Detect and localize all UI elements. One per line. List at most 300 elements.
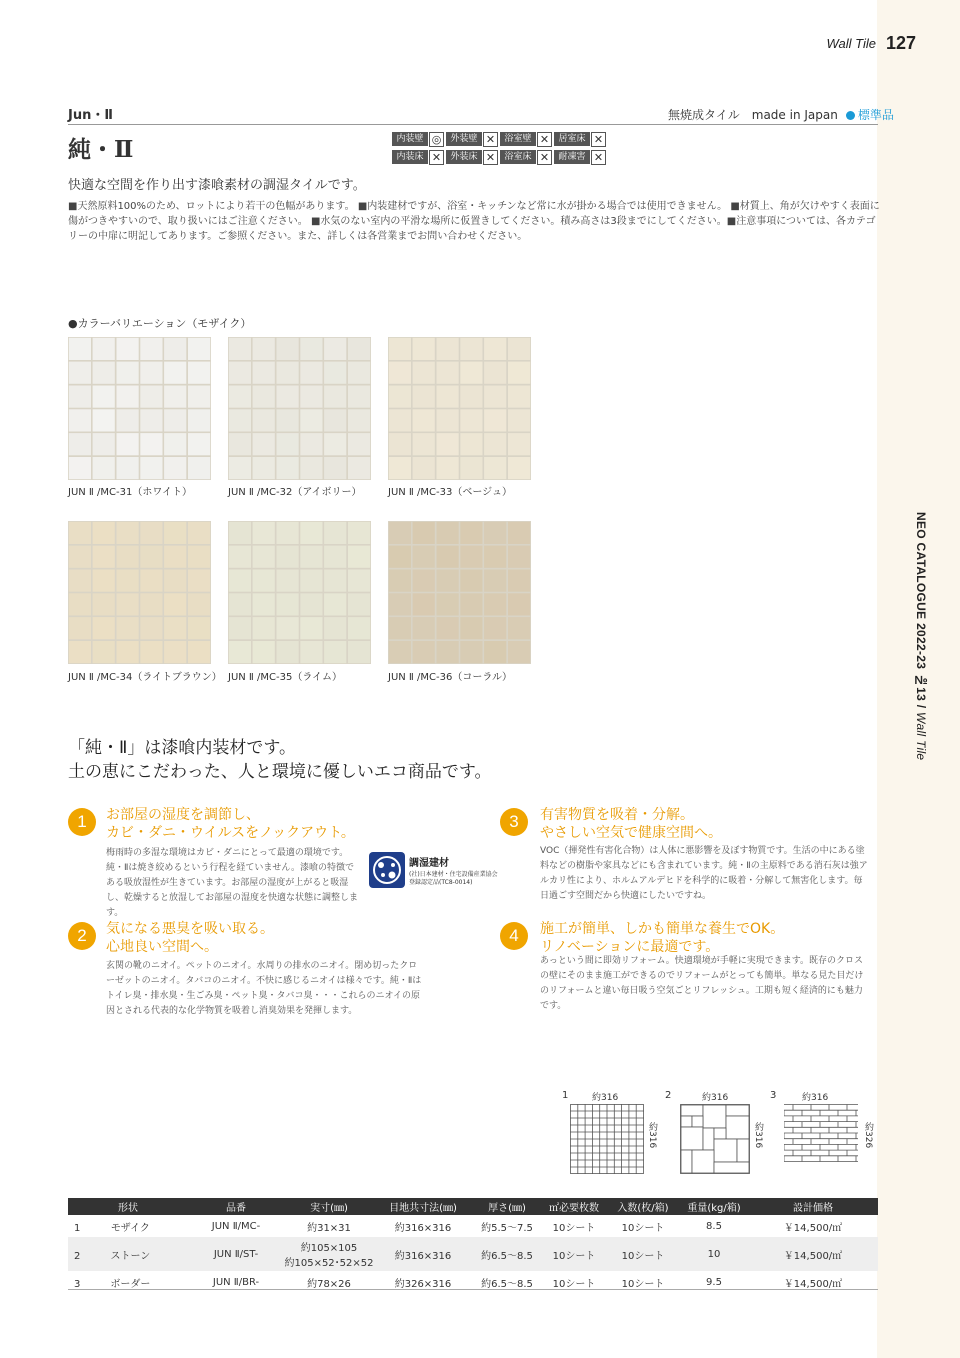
mosaic-tile xyxy=(69,617,91,639)
mosaic-tile xyxy=(117,386,139,408)
mosaic-tile xyxy=(277,409,299,431)
swatch-label: JUN Ⅱ /MC-33（ベージュ） xyxy=(388,487,512,498)
mosaic-tile xyxy=(508,433,530,455)
table-header-row xyxy=(68,1198,878,1215)
feature-title xyxy=(106,806,355,842)
swatch-image xyxy=(228,521,371,664)
usage-cell xyxy=(500,149,554,165)
mosaic-tile xyxy=(389,617,411,639)
swatch-label: JUN Ⅱ /MC-31（ホワイト） xyxy=(68,487,193,498)
mosaic-tile xyxy=(69,593,91,615)
feature-title-line: リノベーションに最適です。 xyxy=(540,939,720,955)
mosaic-tile xyxy=(164,570,186,592)
feature-body: 玄関の靴のニオイ。ペットのニオイ。水周りの排水のニオイ。閉め切ったクローゼットのニオイ。タバコのニオイ。不快に感じるニオイは様々です。純・Ⅱはトイレ臭・排水臭・生ごみ臭・ペット臭・タバコ臭・・・これらのニオイの原因とされる代表的な化学物質を吸着し消臭効果を発揮します。 xyxy=(106,961,422,1016)
mosaic-tile xyxy=(164,409,186,431)
mosaic-tile xyxy=(117,433,139,455)
mosaic-tile xyxy=(69,433,91,455)
mosaic-tile xyxy=(164,522,186,544)
mosaic-tile xyxy=(484,457,506,479)
mosaic-tile xyxy=(253,522,275,544)
spec-table xyxy=(68,1198,878,1293)
page-number: 127 xyxy=(886,33,917,53)
table-header-cell: 設計価格 xyxy=(748,1198,878,1215)
mosaic-tile xyxy=(324,641,346,663)
feature-title xyxy=(106,920,274,956)
usage-mark-icon: ✕ xyxy=(537,132,552,147)
table-header-cell: 実寸(㎜) xyxy=(284,1198,374,1215)
mosaic-tile xyxy=(140,409,162,431)
mosaic-tile xyxy=(277,617,299,639)
mosaic-tile xyxy=(413,522,435,544)
feature-number-badge: 1 xyxy=(68,808,96,836)
table-header-cell: 入数(枚/箱) xyxy=(606,1198,680,1215)
certification-org: (社)日本建材・住宅設備産業協会 xyxy=(409,871,498,878)
table-cell xyxy=(284,1237,374,1271)
mosaic-tile xyxy=(117,593,139,615)
mosaic-tile xyxy=(508,457,530,479)
table-cell: JUN Ⅱ/MC- xyxy=(211,1220,261,1232)
mosaic-tile xyxy=(389,433,411,455)
mosaic-tile xyxy=(508,386,530,408)
mosaic-tile xyxy=(140,362,162,384)
mosaic-tile xyxy=(229,362,251,384)
mosaic-tile xyxy=(460,617,482,639)
diagram-number: 1 xyxy=(562,1090,569,1101)
series-name: Jun・Ⅱ xyxy=(68,108,113,123)
mosaic-tile xyxy=(277,433,299,455)
mosaic-tile xyxy=(277,362,299,384)
mosaic-tile xyxy=(229,457,251,479)
mosaic-tile xyxy=(69,641,91,663)
mosaic-tile xyxy=(69,546,91,568)
mosaic-tile xyxy=(117,338,139,360)
mosaic-tile xyxy=(413,570,435,592)
mosaic-tile xyxy=(484,362,506,384)
table-cell: 10シート xyxy=(552,1278,596,1290)
mosaic-tile xyxy=(140,593,162,615)
mosaic-tile xyxy=(229,546,251,568)
table-cell-shape xyxy=(68,1215,188,1237)
mosaic-tile xyxy=(69,409,91,431)
certification-badge xyxy=(369,852,504,892)
mosaic-tile xyxy=(229,338,251,360)
shape-name: ボーダー xyxy=(110,1278,151,1290)
mosaic-tile xyxy=(389,641,411,663)
table-cell: 約316×316 xyxy=(374,1237,472,1271)
usage-mark-icon: ✕ xyxy=(429,150,444,165)
mosaic-tile xyxy=(164,546,186,568)
mosaic-tile xyxy=(300,433,322,455)
mosaic-tile xyxy=(117,546,139,568)
mosaic-tile xyxy=(277,522,299,544)
mosaic-tile xyxy=(300,362,322,384)
mosaic-tile xyxy=(300,641,322,663)
mosaic-tile xyxy=(508,593,530,615)
mosaic-tile xyxy=(140,570,162,592)
mosaic-tile xyxy=(188,386,210,408)
mosaic-tile xyxy=(188,409,210,431)
mosaic-tile xyxy=(140,641,162,663)
mosaic-tile xyxy=(253,433,275,455)
usage-mark-icon: ✕ xyxy=(483,150,498,165)
table-cell: 約31×31 xyxy=(307,1222,351,1234)
table-cell: 約78×26 xyxy=(307,1278,351,1290)
origin-text: 無焼成タイル made in Japan xyxy=(668,108,838,122)
mosaic-tile xyxy=(164,362,186,384)
mosaic-texture xyxy=(68,521,211,664)
mosaic-tile xyxy=(93,641,115,663)
mosaic-tile xyxy=(437,338,459,360)
mosaic-tile xyxy=(460,362,482,384)
table-row xyxy=(68,1215,878,1237)
mosaic-tile xyxy=(253,593,275,615)
mosaic-tile xyxy=(484,338,506,360)
mosaic-tile xyxy=(277,338,299,360)
swatch-image xyxy=(388,521,531,664)
mosaic-tile xyxy=(93,457,115,479)
mosaic-tile xyxy=(93,570,115,592)
feature-title-line: お部屋の湿度を調節し、 xyxy=(106,807,260,823)
mosaic-tile xyxy=(69,457,91,479)
mosaic-tile xyxy=(69,338,91,360)
usage-cell xyxy=(392,131,446,147)
mosaic-tile xyxy=(484,433,506,455)
color-variation-heading: ●カラーバリエーション（モザイク） xyxy=(68,317,252,330)
mosaic-texture xyxy=(388,521,531,664)
mosaic-tile xyxy=(253,546,275,568)
mosaic-tile xyxy=(93,546,115,568)
mosaic-tile xyxy=(253,570,275,592)
mosaic-tile xyxy=(389,409,411,431)
table-cell: ￥14,500/㎡ xyxy=(748,1237,878,1271)
feature-title-line: カビ・ダニ・ウイルスをノックアウト。 xyxy=(106,825,355,841)
mosaic-tile xyxy=(300,570,322,592)
mosaic-tile xyxy=(164,617,186,639)
mosaic-tile xyxy=(484,593,506,615)
mosaic-tile xyxy=(324,617,346,639)
mosaic-tile xyxy=(188,641,210,663)
feature-body: 梅雨時の多湿な環境はカビ・ダニにとって最適の環境です。純・Ⅱは焼き絞めるという行程を経ていません。漆喰の特徴である吸放湿性が生きています。お部屋の湿度が上がると吸湿し、乾燥すると放湿してお部屋の湿度を快適な状態に調整します。 xyxy=(106,848,359,918)
mosaic-tile xyxy=(140,338,162,360)
mosaic-tile xyxy=(93,433,115,455)
mosaic-tile xyxy=(484,546,506,568)
mosaic-tile xyxy=(413,546,435,568)
table-header-cell: 厚さ(㎜) xyxy=(472,1198,542,1215)
mosaic-tile xyxy=(324,457,346,479)
mosaic-tile xyxy=(117,457,139,479)
table-cell: 8.5 xyxy=(706,1220,722,1232)
mosaic-tile xyxy=(460,338,482,360)
mosaic-tile xyxy=(164,457,186,479)
mosaic-tile xyxy=(460,522,482,544)
mosaic-tile xyxy=(140,457,162,479)
mosaic-tile xyxy=(229,641,251,663)
usage-label: 内装壁 xyxy=(392,132,428,146)
table-cell: 9.5 xyxy=(706,1276,722,1288)
mosaic-tile xyxy=(324,386,346,408)
mosaic-tile xyxy=(348,617,370,639)
feature-number-badge: 2 xyxy=(68,922,96,950)
mosaic-tile xyxy=(413,433,435,455)
mosaic-tile xyxy=(348,593,370,615)
table-bottom-rule xyxy=(68,1289,878,1290)
mosaic-tile xyxy=(460,457,482,479)
mosaic-tile xyxy=(413,338,435,360)
table-cell: 10シート xyxy=(552,1222,596,1234)
mosaic-tile xyxy=(188,570,210,592)
mosaic-tile xyxy=(324,362,346,384)
mosaic-tile xyxy=(460,386,482,408)
mosaic-tile xyxy=(460,433,482,455)
usage-grid xyxy=(392,131,608,165)
side-catalogue-title xyxy=(908,512,928,760)
feature-number-badge: 3 xyxy=(500,808,528,836)
mosaic-tile xyxy=(484,570,506,592)
intro-line-2: 土の恵にこだわった、人と環境に優しいエコ商品です。 xyxy=(68,762,492,782)
table-header-cell: 形状 xyxy=(68,1198,188,1215)
table-cell: JUN Ⅱ/BR- xyxy=(212,1276,260,1288)
mosaic-tile xyxy=(277,546,299,568)
mosaic-tile xyxy=(277,457,299,479)
mosaic-tile xyxy=(117,617,139,639)
usage-cell xyxy=(446,131,500,147)
mosaic-tile xyxy=(413,386,435,408)
mosaic-tile xyxy=(300,338,322,360)
mosaic-tile xyxy=(300,546,322,568)
mosaic-tile xyxy=(164,433,186,455)
feature-title-line: 施工が簡単、しかも簡単な養生でOK。 xyxy=(540,921,785,937)
swatch-image xyxy=(388,337,531,480)
mosaic-tile xyxy=(413,593,435,615)
mosaic-texture xyxy=(228,337,371,480)
mosaic-tile xyxy=(437,522,459,544)
mosaic-tile xyxy=(277,593,299,615)
certification-logo-icon xyxy=(369,852,405,888)
swatch-image xyxy=(68,337,211,480)
mosaic-tile xyxy=(508,522,530,544)
mosaic-tile xyxy=(437,617,459,639)
mosaic-tile xyxy=(437,570,459,592)
certification-code: 登録認定品(TC8-0014) xyxy=(409,879,473,886)
mosaic-tile xyxy=(324,522,346,544)
usage-cell xyxy=(554,149,608,165)
mosaic-tile xyxy=(437,641,459,663)
mosaic-tile xyxy=(69,386,91,408)
mosaic-shape-diagram xyxy=(570,1104,644,1174)
mosaic-tile xyxy=(188,338,210,360)
mosaic-texture xyxy=(388,337,531,480)
mosaic-tile xyxy=(460,409,482,431)
table-header-cell: 重量(kg/箱) xyxy=(680,1198,748,1215)
usage-label: 外装壁 xyxy=(446,132,482,146)
usage-label: 浴室床 xyxy=(500,150,536,164)
mosaic-tile xyxy=(253,338,275,360)
table-cell: 約5.5～7.5 xyxy=(481,1222,533,1234)
mosaic-tile xyxy=(460,641,482,663)
mosaic-tile xyxy=(508,338,530,360)
product-title: 純・Ⅱ xyxy=(68,136,134,163)
mosaic-tile xyxy=(140,433,162,455)
mosaic-tile xyxy=(229,570,251,592)
mosaic-tile xyxy=(389,386,411,408)
table-cell-shape xyxy=(68,1237,188,1271)
mosaic-tile xyxy=(460,546,482,568)
swatch-label: JUN Ⅱ /MC-34（ライトブラウン） xyxy=(68,672,222,683)
table-header-cell: 目地共寸法(㎜) xyxy=(374,1198,472,1215)
mosaic-tile xyxy=(348,641,370,663)
mosaic-tile xyxy=(140,546,162,568)
row-number: 3 xyxy=(74,1278,81,1290)
mosaic-tile xyxy=(413,409,435,431)
mosaic-tile xyxy=(300,593,322,615)
table-cell: 約6.5～8.5 xyxy=(481,1278,533,1290)
mosaic-tile xyxy=(348,409,370,431)
mosaic-tile xyxy=(117,570,139,592)
header-section: Wall Tile xyxy=(826,36,876,51)
mosaic-tile xyxy=(484,386,506,408)
mosaic-tile xyxy=(460,593,482,615)
side-section-label: Wall Tile xyxy=(914,712,928,761)
mosaic-tile xyxy=(140,386,162,408)
mosaic-tile xyxy=(324,593,346,615)
mosaic-tile xyxy=(93,362,115,384)
table-row xyxy=(68,1237,878,1271)
mosaic-tile xyxy=(437,409,459,431)
mosaic-tile xyxy=(348,362,370,384)
mosaic-tile xyxy=(300,409,322,431)
mosaic-tile xyxy=(437,457,459,479)
mosaic-tile xyxy=(484,641,506,663)
intro-line-1: 「純・Ⅱ」は漆喰内装材です。 xyxy=(68,738,297,758)
mosaic-tile xyxy=(300,386,322,408)
feature-body: VOC（揮発性有害化合物）は人体に悪影響を及ぼす物質です。生活の中にある塗料などの樹脂や家具などにも含まれています。純・Ⅱの主原料である消石灰は強アルカリ性により、ホルムアルデヒドを科学的に吸着・分解して無害化します。毎日過ごす空間だから快適にしたいですね。 xyxy=(540,846,868,901)
mosaic-tile xyxy=(188,522,210,544)
mosaic-tile xyxy=(164,593,186,615)
mosaic-tile xyxy=(324,433,346,455)
standard-dot-icon xyxy=(846,111,855,120)
table-cell: JUN Ⅱ/ST- xyxy=(188,1237,284,1271)
mosaic-tile xyxy=(508,641,530,663)
mosaic-tile xyxy=(413,362,435,384)
mosaic-tile xyxy=(253,641,275,663)
border-shape-diagram xyxy=(784,1104,858,1162)
usage-mark-icon: ✕ xyxy=(591,150,606,165)
usage-cell xyxy=(500,131,554,147)
swatch-image xyxy=(228,337,371,480)
mosaic-tile xyxy=(229,386,251,408)
usage-label: 内装床 xyxy=(392,150,428,164)
mosaic-tile xyxy=(69,362,91,384)
mosaic-tile xyxy=(437,386,459,408)
mosaic-tile xyxy=(229,409,251,431)
mosaic-tile xyxy=(188,593,210,615)
mosaic-tile xyxy=(348,386,370,408)
diagram-number: 2 xyxy=(665,1090,672,1101)
table-header-cell: 品番 xyxy=(188,1198,284,1215)
mosaic-tile xyxy=(324,409,346,431)
mosaic-tile xyxy=(164,338,186,360)
table-cell: 10シート xyxy=(542,1237,606,1271)
usage-mark-icon: ◎ xyxy=(429,132,444,147)
mosaic-tile xyxy=(348,570,370,592)
row-number: 1 xyxy=(74,1222,81,1234)
table-header-cell: ㎡必要枚数 xyxy=(542,1198,606,1215)
mosaic-tile xyxy=(389,457,411,479)
size-line: 約105×105 xyxy=(300,1243,358,1254)
mosaic-tile xyxy=(277,641,299,663)
mosaic-tile xyxy=(484,409,506,431)
mosaic-tile xyxy=(484,522,506,544)
feature-title-line: やさしい空気で健康空間へ。 xyxy=(540,825,722,841)
usage-mark-icon: ✕ xyxy=(591,132,606,147)
table-cell: 10シート xyxy=(606,1237,680,1271)
feature-title-line: 有害物質を吸着・分解。 xyxy=(540,807,694,823)
mosaic-tile xyxy=(348,338,370,360)
table-cell: 約316×316 xyxy=(394,1222,452,1234)
mosaic-tile xyxy=(140,617,162,639)
mosaic-tile xyxy=(164,386,186,408)
mosaic-tile xyxy=(277,386,299,408)
diagram-number: 3 xyxy=(770,1090,777,1101)
mosaic-tile xyxy=(413,617,435,639)
mosaic-tile xyxy=(188,433,210,455)
feature-title-line: 心地良い空間へ。 xyxy=(106,939,218,955)
mosaic-tile xyxy=(93,409,115,431)
stone-shape-diagram xyxy=(680,1104,750,1174)
feature-title xyxy=(540,806,722,842)
usage-mark-icon: ✕ xyxy=(537,150,552,165)
mosaic-texture xyxy=(68,337,211,480)
usage-label: 浴室壁 xyxy=(500,132,536,146)
mosaic-tile xyxy=(93,617,115,639)
mosaic-texture xyxy=(228,521,371,664)
mosaic-tile xyxy=(300,522,322,544)
mosaic-tile xyxy=(348,433,370,455)
mosaic-tile xyxy=(413,457,435,479)
mosaic-tile xyxy=(300,617,322,639)
header-divider xyxy=(68,124,878,125)
standard-label: 標準品 xyxy=(857,108,894,122)
mosaic-tile xyxy=(117,362,139,384)
mosaic-tile xyxy=(413,641,435,663)
mosaic-tile xyxy=(117,522,139,544)
feature-number-badge: 4 xyxy=(500,922,528,950)
mosaic-tile xyxy=(188,362,210,384)
mosaic-tile xyxy=(229,522,251,544)
table-cell: 10 xyxy=(680,1237,748,1271)
mosaic-tile xyxy=(253,409,275,431)
mosaic-tile xyxy=(69,570,91,592)
feature-title xyxy=(540,920,784,956)
mosaic-tile xyxy=(508,409,530,431)
usage-label: 耐凍害 xyxy=(554,150,590,164)
diagram-width-label: 約316 xyxy=(702,1093,729,1103)
size-line: 約105×52･52×52 xyxy=(284,1258,374,1269)
table-cell: 10シート xyxy=(621,1278,665,1290)
mosaic-tile xyxy=(389,570,411,592)
mosaic-tile xyxy=(389,362,411,384)
mosaic-tile xyxy=(69,522,91,544)
mosaic-tile xyxy=(253,457,275,479)
mosaic-tile xyxy=(389,522,411,544)
mosaic-tile xyxy=(188,546,210,568)
swatch-label: JUN Ⅱ /MC-36（コーラル） xyxy=(388,672,513,683)
mosaic-tile xyxy=(93,593,115,615)
mosaic-tile xyxy=(389,338,411,360)
mosaic-tile xyxy=(253,362,275,384)
row-number: 2 xyxy=(74,1250,81,1262)
mosaic-tile xyxy=(164,641,186,663)
